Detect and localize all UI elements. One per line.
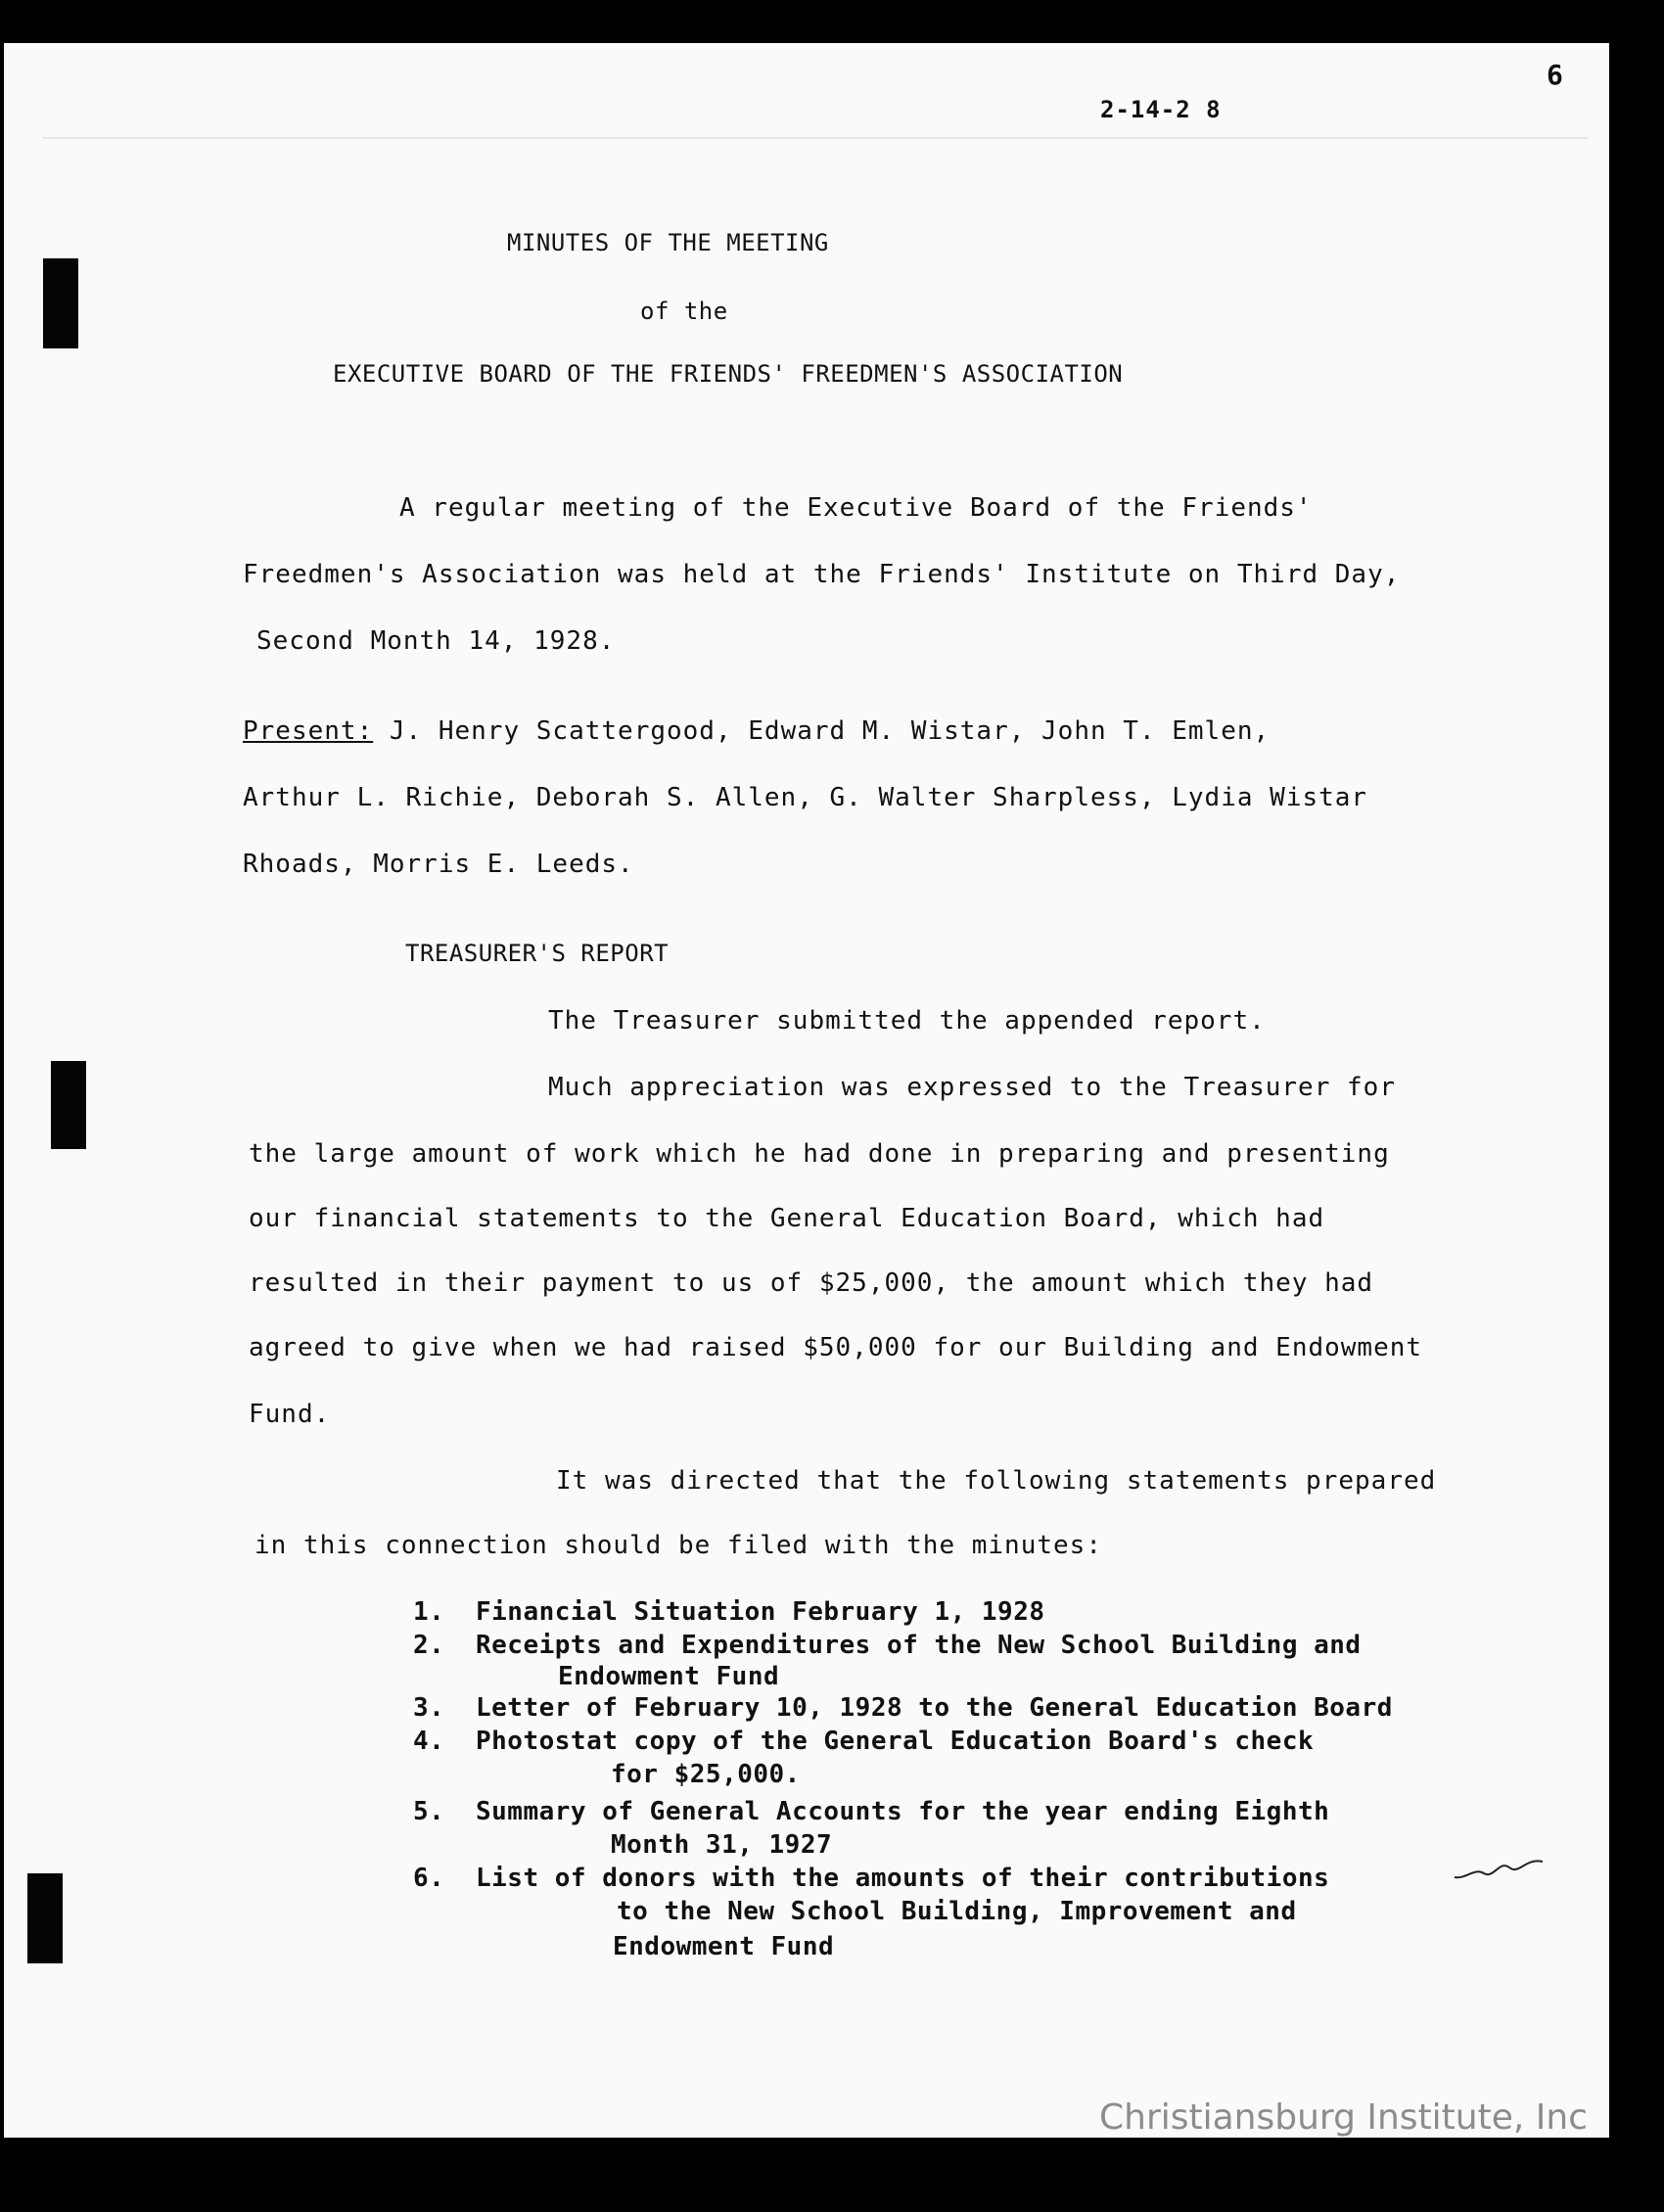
statement-text: List of donors with the amounts of their contributions bbox=[476, 1864, 1330, 1893]
present-line-2: Arthur L. Richie, Deborah S. Allen, G. Walter Sharpless, Lydia Wistar bbox=[243, 783, 1368, 812]
appreciation-line-1: Much appreciation was expressed to the Treasurer for bbox=[548, 1073, 1396, 1102]
statement-number: 5. bbox=[413, 1797, 445, 1826]
statement-text: Letter of February 10, 1928 to the General Education Board bbox=[476, 1693, 1393, 1723]
appreciation-line-3: our financial statements to the General Education Board, which had bbox=[249, 1204, 1325, 1233]
statement-item-4-continued: for $25,000. bbox=[611, 1760, 801, 1789]
statement-text: Financial Situation February 1, 1928 bbox=[476, 1597, 1045, 1627]
archive-watermark: Christiansburg Institute, Inc bbox=[1098, 2097, 1588, 2138]
statement-item-2-continued: Endowment Fund bbox=[558, 1662, 780, 1691]
punch-mark-bottom bbox=[27, 1873, 63, 1963]
heading-line-3: EXECUTIVE BOARD OF THE FRIENDS' FREEDMEN'S ASSOCIATION bbox=[333, 360, 1124, 388]
appreciation-line-6: Fund. bbox=[249, 1400, 331, 1429]
directed-line-1: It was directed that the following statements prepared bbox=[556, 1466, 1437, 1496]
paper-sheet bbox=[4, 43, 1609, 2138]
present-label: Present: bbox=[243, 716, 374, 746]
punch-mark-top bbox=[43, 258, 78, 348]
statement-number: 4. bbox=[413, 1727, 445, 1756]
statement-number: 2. bbox=[413, 1631, 445, 1660]
appreciation-line-5: agreed to give when we had raised $50,000 for our Building and Endowment bbox=[249, 1333, 1423, 1362]
statement-number: 6. bbox=[413, 1864, 445, 1893]
treasurer-heading: TREASURER'S REPORT bbox=[405, 940, 670, 967]
statement-text: Summary of General Accounts for the year ending Eighth bbox=[476, 1797, 1330, 1826]
heading-line-1: MINUTES OF THE MEETING bbox=[507, 229, 829, 256]
intro-line-2: Freedmen's Association was held at the Friends' Institute on Third Day, bbox=[243, 560, 1401, 589]
intro-line-3: Second Month 14, 1928. bbox=[256, 626, 616, 656]
appreciation-line-4: resulted in their payment to us of $25,000, the amount which they had bbox=[249, 1268, 1374, 1298]
statement-item-6-continued-1: to the New School Building, Improvement and bbox=[617, 1897, 1297, 1926]
statement-number: 1. bbox=[413, 1597, 445, 1627]
directed-line-2: in this connection should be filed with the minutes: bbox=[254, 1531, 1102, 1560]
pencil-squiggle-mark bbox=[1453, 1850, 1547, 1885]
document-date: 2-14-2 8 bbox=[1100, 96, 1222, 123]
present-names-1: J. Henry Scattergood, Edward M. Wistar, John T. Emlen, bbox=[389, 716, 1271, 746]
present-line-3: Rhoads, Morris E. Leeds. bbox=[243, 850, 634, 879]
present-line-1 bbox=[243, 716, 1270, 746]
statement-item-5-continued: Month 31, 1927 bbox=[611, 1830, 833, 1860]
punch-mark-middle bbox=[51, 1061, 86, 1149]
page-number: 6 bbox=[1547, 59, 1563, 91]
statement-text: Photostat copy of the General Education Board's check bbox=[476, 1727, 1315, 1756]
intro-line-1: A regular meeting of the Executive Board of the Friends' bbox=[399, 493, 1313, 523]
heading-line-2: of the bbox=[640, 298, 728, 325]
statement-text: Receipts and Expenditures of the New School Building and bbox=[476, 1631, 1362, 1660]
treasurer-submitted: The Treasurer submitted the appended report. bbox=[548, 1006, 1266, 1036]
statement-item-6-continued-2: Endowment Fund bbox=[613, 1932, 835, 1961]
statement-number: 3. bbox=[413, 1693, 445, 1723]
page-edge-line bbox=[43, 137, 1588, 139]
appreciation-line-2: the large amount of work which he had done in preparing and presenting bbox=[249, 1139, 1390, 1169]
